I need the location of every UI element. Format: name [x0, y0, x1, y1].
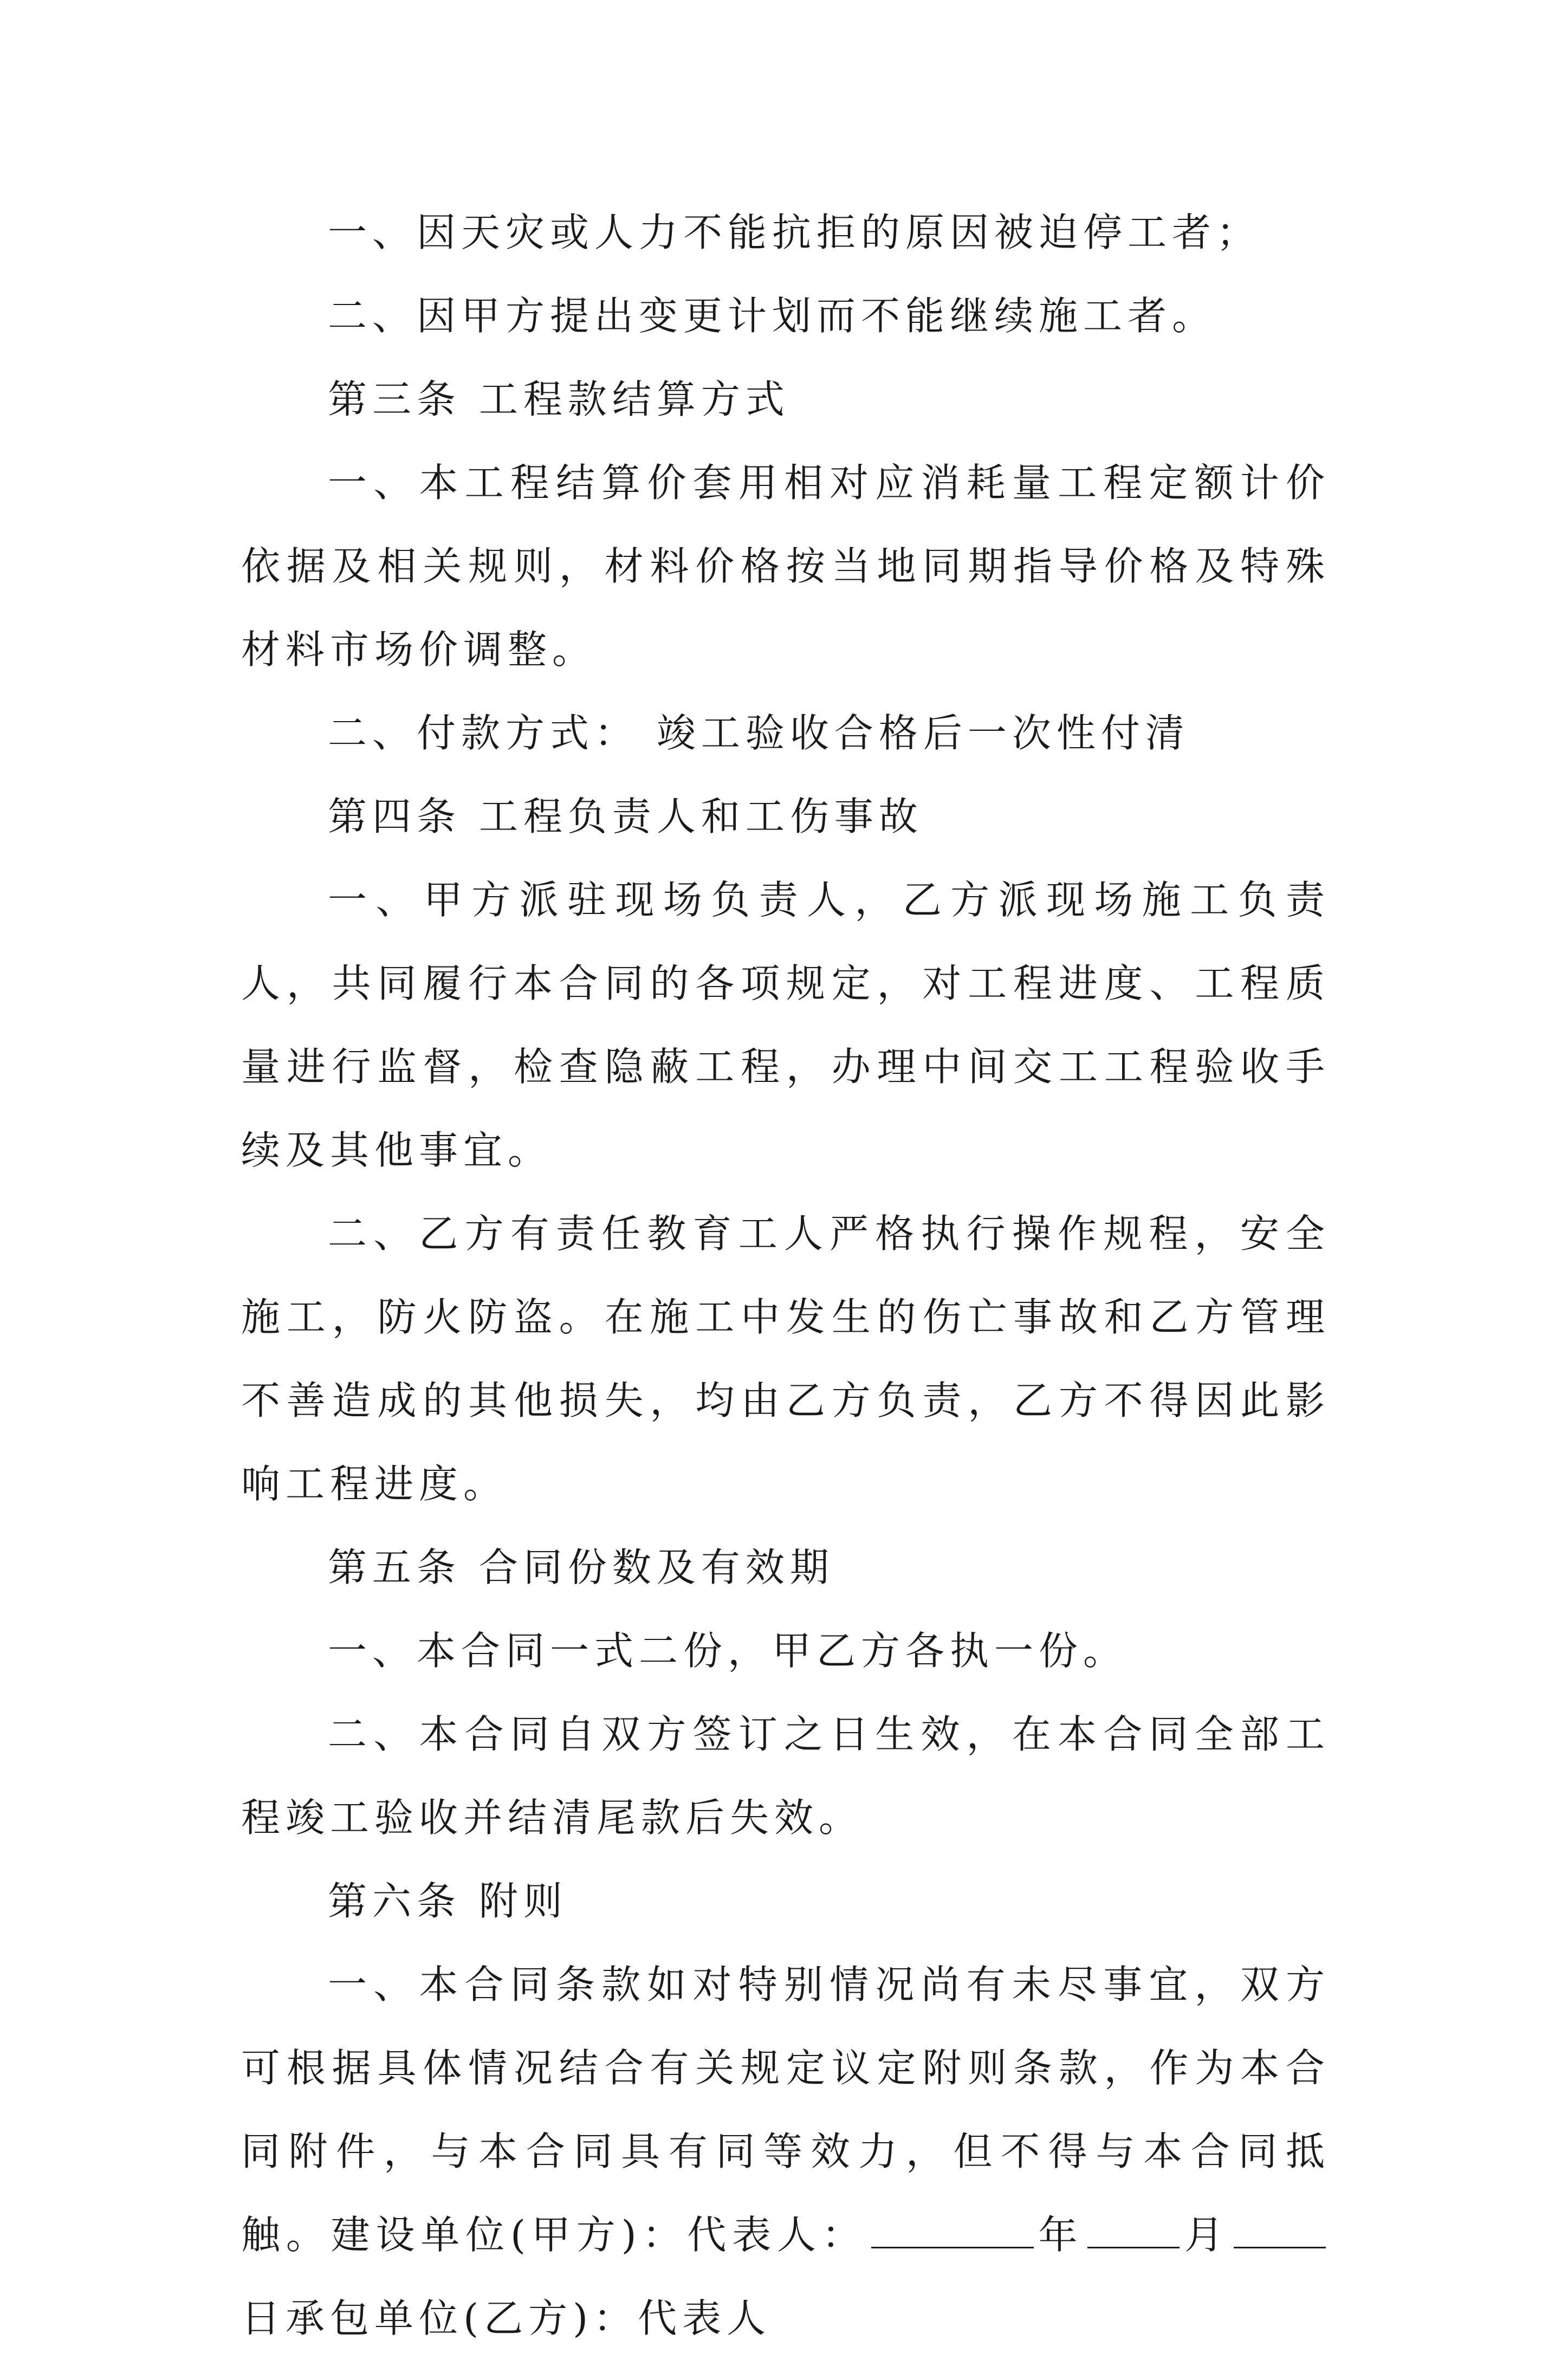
- article-4-heading: 第四条 工程负责人和工伤事故: [328, 794, 923, 839]
- month-label: 月: [1184, 2212, 1229, 2258]
- day-blank[interactable]: [1234, 2209, 1326, 2248]
- article-3-clause-2: 二、付款方式： 竣工验收合格后一次性付清: [328, 710, 1190, 756]
- article-6-clause-1-text: 一、本合同条款如对特别情况尚有未尽事宜，双方可根据具体情况结合有关规定议定附则条款，作为本合同附件，与本合同具有同等效力，但不得与本合同抵触。建设单位(甲方)：代表人：: [241, 1962, 1330, 2258]
- article-6-heading: 第六条 附则: [328, 1878, 568, 1924]
- signature-blank[interactable]: [871, 2209, 1034, 2248]
- article-5-clause-1: 一、本合同一式二份，甲乙方各执一份。: [328, 1628, 1128, 1674]
- article-3-clause-1: 一、本工程结算价套用相对应消耗量工程定额计价依据及相关规则，材料价格按当地同期指导价格及特殊材料市场价调整。: [241, 460, 1330, 672]
- signature-tail: 日承包单位(乙方)：代表人: [241, 2296, 772, 2341]
- clause-plan-change: 二、因甲方提出变更计划而不能继续施工者。: [328, 293, 1217, 339]
- article-5-heading: 第五条 合同份数及有效期: [328, 1545, 834, 1590]
- month-blank[interactable]: [1087, 2209, 1180, 2248]
- year-label: 年: [1038, 2212, 1084, 2258]
- clause-force-majeure: 一、因天灾或人力不能抗拒的原因被迫停工者；: [328, 210, 1261, 255]
- article-5-clause-2: 二、本合同自双方签订之日生效，在本合同全部工程竣工验收并结清尾款后失效。: [241, 1711, 1330, 1840]
- article-3-heading: 第三条 工程款结算方式: [328, 377, 790, 422]
- article-6-clause-1: [241, 1943, 1330, 2360]
- article-4-clause-1: 一、甲方派驻现场负责人，乙方派现场施工负责人，共同履行本合同的各项规定，对工程进度、工程质量进行监督，检查隐蔽工程，办理中间交工工程验收手续及其他事宜。: [241, 877, 1330, 1173]
- document-body: [241, 191, 1330, 2360]
- article-4-clause-2: 二、乙方有责任教育工人严格执行操作规程，安全施工，防火防盗。在施工中发生的伤亡事故和乙方管理不善造成的其他损失，均由乙方负责，乙方不得因此影响工程进度。: [241, 1211, 1330, 1507]
